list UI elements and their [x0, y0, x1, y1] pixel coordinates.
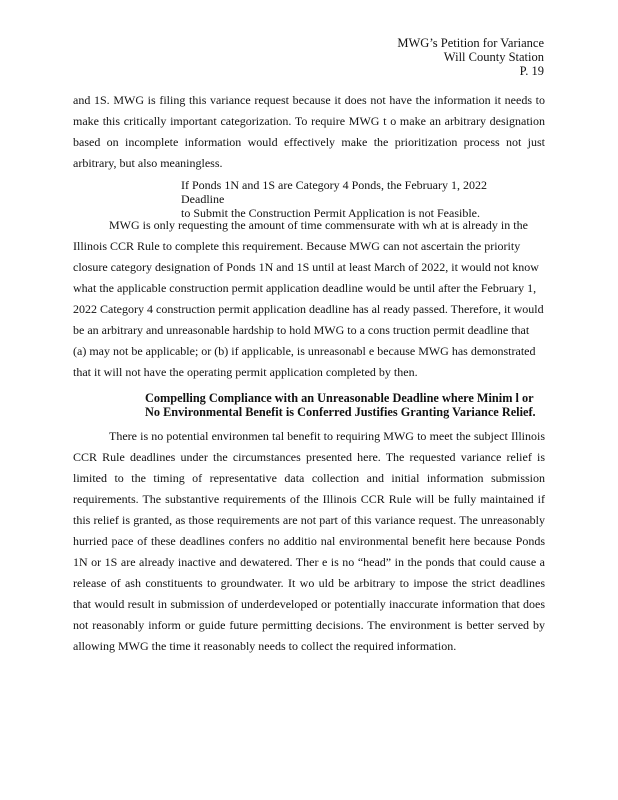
paragraph-environmental-benefit: There is no potential environmen tal benefit to requiring MWG to meet the subject Illinois CCR Rule deadlines under the circumstances presented here. The requested variance relief is limited to the timing of representative data collection and initial information submission requirements. The substantive requirements of the Illinois CCR Rule will be fully maintained if this relief is granted, as those requirements are not part of this variance request. The unreasonably hurried pace of these deadlines confers no additio nal environmental benefit here because Ponds 1N or 1S are already inactive and dewatered. Ther e is no “head” in the ponds that could cause a release of ash constituents to groundwater. It wo uld be arbitrary to impose the strict deadlines that would result in submission of underdeveloped or potentially inaccurate information that does not reasonably inform or guide future permitting decisions. The environment is better served by allowing MWG the time it reasonably needs to collect the required information. [73, 429, 545, 653]
header-petition-title: MWG’s Petition for Variance [397, 36, 544, 50]
subheading-feasibility-line1: If Ponds 1N and 1S are Category 4 Ponds, the February 1, 2022 Deadline [181, 178, 487, 206]
subheading-compliance-line1: Compelling Compliance with an Unreasonable Deadline where Minim l or [145, 391, 534, 405]
paragraph-request-time: MWG is only requesting the amount of time commensurate with wh at is already in the Illinois CCR Rule to complete this requirement. Because MWG can not ascertain the priority closure category designation of Ponds 1N and 1S until at least March of 2022, it would not know what the applicable construction permit application deadline would be until after the February 1, 2022 Category 4 construction permit application deadline has al ready passed. Therefore, it would be an arbitrary and unreasonable hardship to hold MWG to a cons truction permit deadline that (a) may not be applicable; or (b) if applicable, is unreasonabl e because MWG has demonstrated that it will not have the operating permit application completed by then. [73, 218, 544, 379]
subheading-compliance-line2: No Environmental Benefit is Conferred Justifies Granting Variance Relief. [145, 405, 536, 419]
paragraph-continuation: and 1S. MWG is filing this variance request because it does not have the information it needs to make this critically important categorization. To require MWG t o make an arbitrary designation based on incomplete information would effectively make the prioritization process not just arbitrary, but also meaningless. [73, 93, 545, 170]
subheading-feasibility [181, 178, 511, 220]
subheading-feasibility-line2: to Submit the Construction Permit Application is not Feasible. [181, 206, 480, 220]
header-page-number: P. 19 [519, 64, 544, 78]
subheading-compelling-compliance [145, 391, 545, 419]
header-station-name: Will County Station [443, 50, 544, 64]
page-header [397, 36, 544, 78]
